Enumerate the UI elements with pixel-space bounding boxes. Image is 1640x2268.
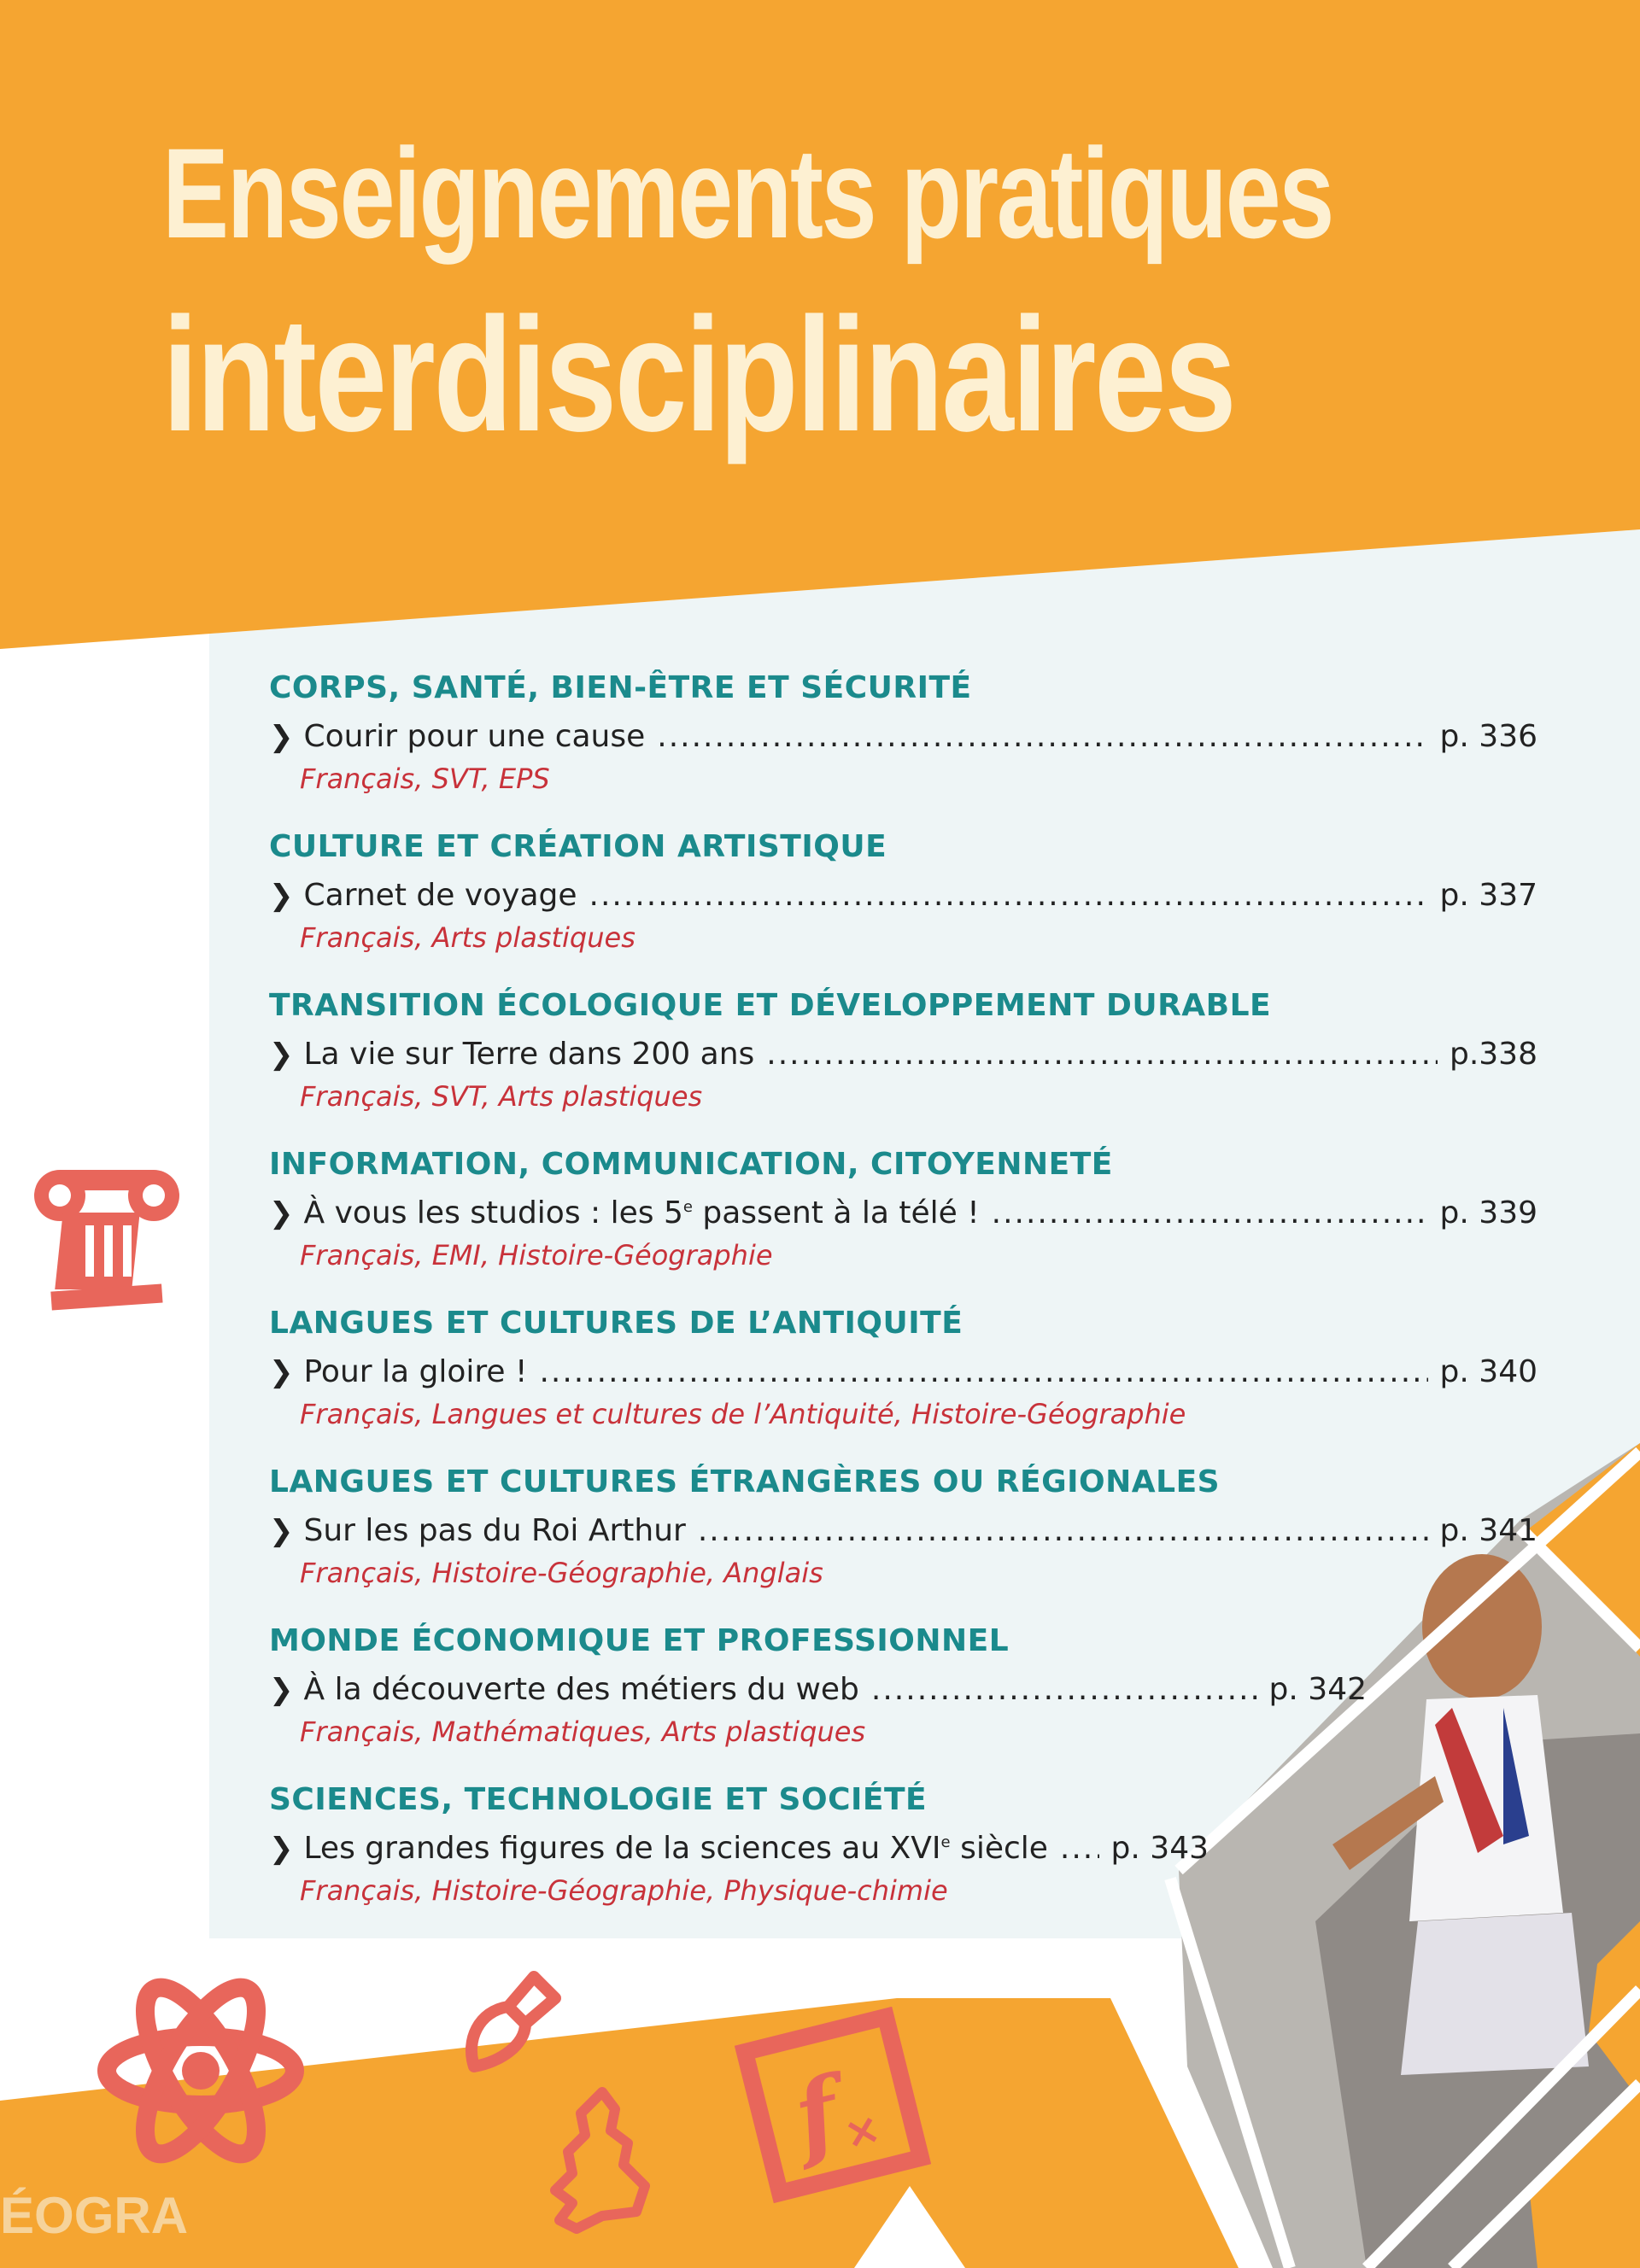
chevron-right-icon: ❯	[269, 720, 294, 754]
svg-text:×: ×	[839, 2102, 886, 2160]
entry-title: Courir pour une cause	[303, 719, 646, 754]
map-icon	[534, 2084, 662, 2237]
toc-entry[interactable]	[269, 1503, 1538, 1553]
toc-section	[269, 1462, 1538, 1621]
dot-leader	[698, 1509, 1428, 1553]
toc-entry[interactable]	[269, 1662, 1367, 1712]
entry-title: La vie sur Terre dans 200 ans	[303, 1037, 755, 1072]
toc-section	[269, 985, 1538, 1144]
atom-icon	[94, 1964, 308, 2177]
chevron-right-icon: ❯	[269, 1514, 294, 1548]
section-heading: MONDE ÉCONOMIQUE ET PROFESSIONNEL	[269, 1623, 1010, 1658]
svg-text:f: f	[783, 2056, 850, 2173]
page-number: p. 337	[1439, 878, 1538, 913]
toc-section	[269, 827, 1538, 985]
subject-list: Français, SVT, Arts plastiques	[300, 1080, 703, 1113]
section-heading: CULTURE ET CRÉATION ARTISTIQUE	[269, 829, 887, 864]
toc-entry[interactable]	[269, 868, 1538, 918]
page-number: p. 339	[1439, 1195, 1538, 1230]
toc-section	[269, 668, 1538, 827]
side-word: ÉOGRA	[0, 2187, 189, 2244]
entry-title: Sur les pas du Roi Arthur	[303, 1513, 686, 1548]
table-of-contents	[269, 668, 1538, 1938]
toc-entry[interactable]	[269, 1185, 1538, 1236]
toc-section	[269, 1780, 1209, 1938]
subject-list: Français, Mathématiques, Arts plastiques	[300, 1716, 866, 1748]
toc-entry[interactable]	[269, 1026, 1538, 1077]
section-heading: TRANSITION ÉCOLOGIQUE ET DÉVELOPPEMENT DURABLE	[269, 988, 1272, 1023]
dot-leader	[1060, 1827, 1099, 1871]
title-line-2: interdisciplinaires	[162, 284, 1235, 465]
section-heading: SCIENCES, TECHNOLOGIE ET SOCIÉTÉ	[269, 1782, 928, 1817]
entry-title: Pour la gloire !	[303, 1354, 528, 1389]
subject-list: Français, EMI, Histoire-Géographie	[300, 1239, 773, 1271]
chevron-right-icon: ❯	[269, 1673, 294, 1707]
dot-leader	[589, 874, 1428, 918]
dot-leader	[992, 1191, 1428, 1236]
dot-leader	[539, 1350, 1427, 1394]
section-heading: INFORMATION, COMMUNICATION, CITOYENNETÉ	[269, 1147, 1113, 1182]
chevron-right-icon: ❯	[269, 1355, 294, 1389]
page-number: p. 343	[1110, 1831, 1209, 1866]
chevron-right-icon: ❯	[269, 1038, 294, 1072]
toc-section	[269, 1303, 1538, 1462]
section-heading: LANGUES ET CULTURES DE L’ANTIQUITÉ	[269, 1306, 964, 1341]
toc-entry[interactable]	[269, 709, 1538, 759]
dot-leader	[657, 715, 1427, 759]
toc-section	[269, 1144, 1538, 1303]
dot-leader	[871, 1668, 1257, 1712]
page-number: p. 340	[1439, 1354, 1538, 1389]
entry-title: Les grandes figures de la sciences au XVIe siècle	[303, 1831, 1048, 1866]
entry-title: À vous les studios : les 5e passent à la télé !	[303, 1195, 980, 1230]
entry-title: Carnet de voyage	[303, 878, 577, 913]
section-heading: LANGUES ET CULTURES ÉTRANGÈRES OU RÉGIONALES	[269, 1464, 1221, 1499]
chevron-right-icon: ❯	[269, 879, 294, 913]
toc-entry[interactable]	[269, 1821, 1209, 1871]
paintbrush-icon	[453, 1960, 572, 2079]
subject-list: Français, Langues et cultures de l’Antiquité, Histoire-Géographie	[300, 1398, 1186, 1430]
subject-list: Français, Histoire-Géographie, Physique-chimie	[300, 1874, 948, 1907]
toc-entry[interactable]	[269, 1344, 1538, 1394]
subject-list: Français, SVT, EPS	[300, 763, 550, 795]
subject-list: Français, Arts plastiques	[300, 921, 636, 954]
toc-section	[269, 1621, 1367, 1780]
chevron-right-icon: ❯	[269, 1832, 294, 1866]
page-number: p. 336	[1439, 719, 1538, 754]
title-line-1: Enseignements pratiques	[162, 121, 1333, 265]
page-number: p. 342	[1268, 1672, 1367, 1707]
section-heading: CORPS, SANTÉ, BIEN-ÊTRE ET SÉCURITÉ	[269, 670, 972, 705]
function-icon	[735, 2007, 931, 2203]
page-number: p.338	[1449, 1037, 1538, 1072]
column-icon	[34, 1161, 179, 1315]
subject-list: Français, Histoire-Géographie, Anglais	[300, 1557, 823, 1589]
dot-leader	[766, 1032, 1438, 1077]
entry-title: À la découverte des métiers du web	[303, 1672, 859, 1707]
page-number: p. 341	[1439, 1513, 1538, 1548]
chevron-right-icon: ❯	[269, 1196, 294, 1230]
